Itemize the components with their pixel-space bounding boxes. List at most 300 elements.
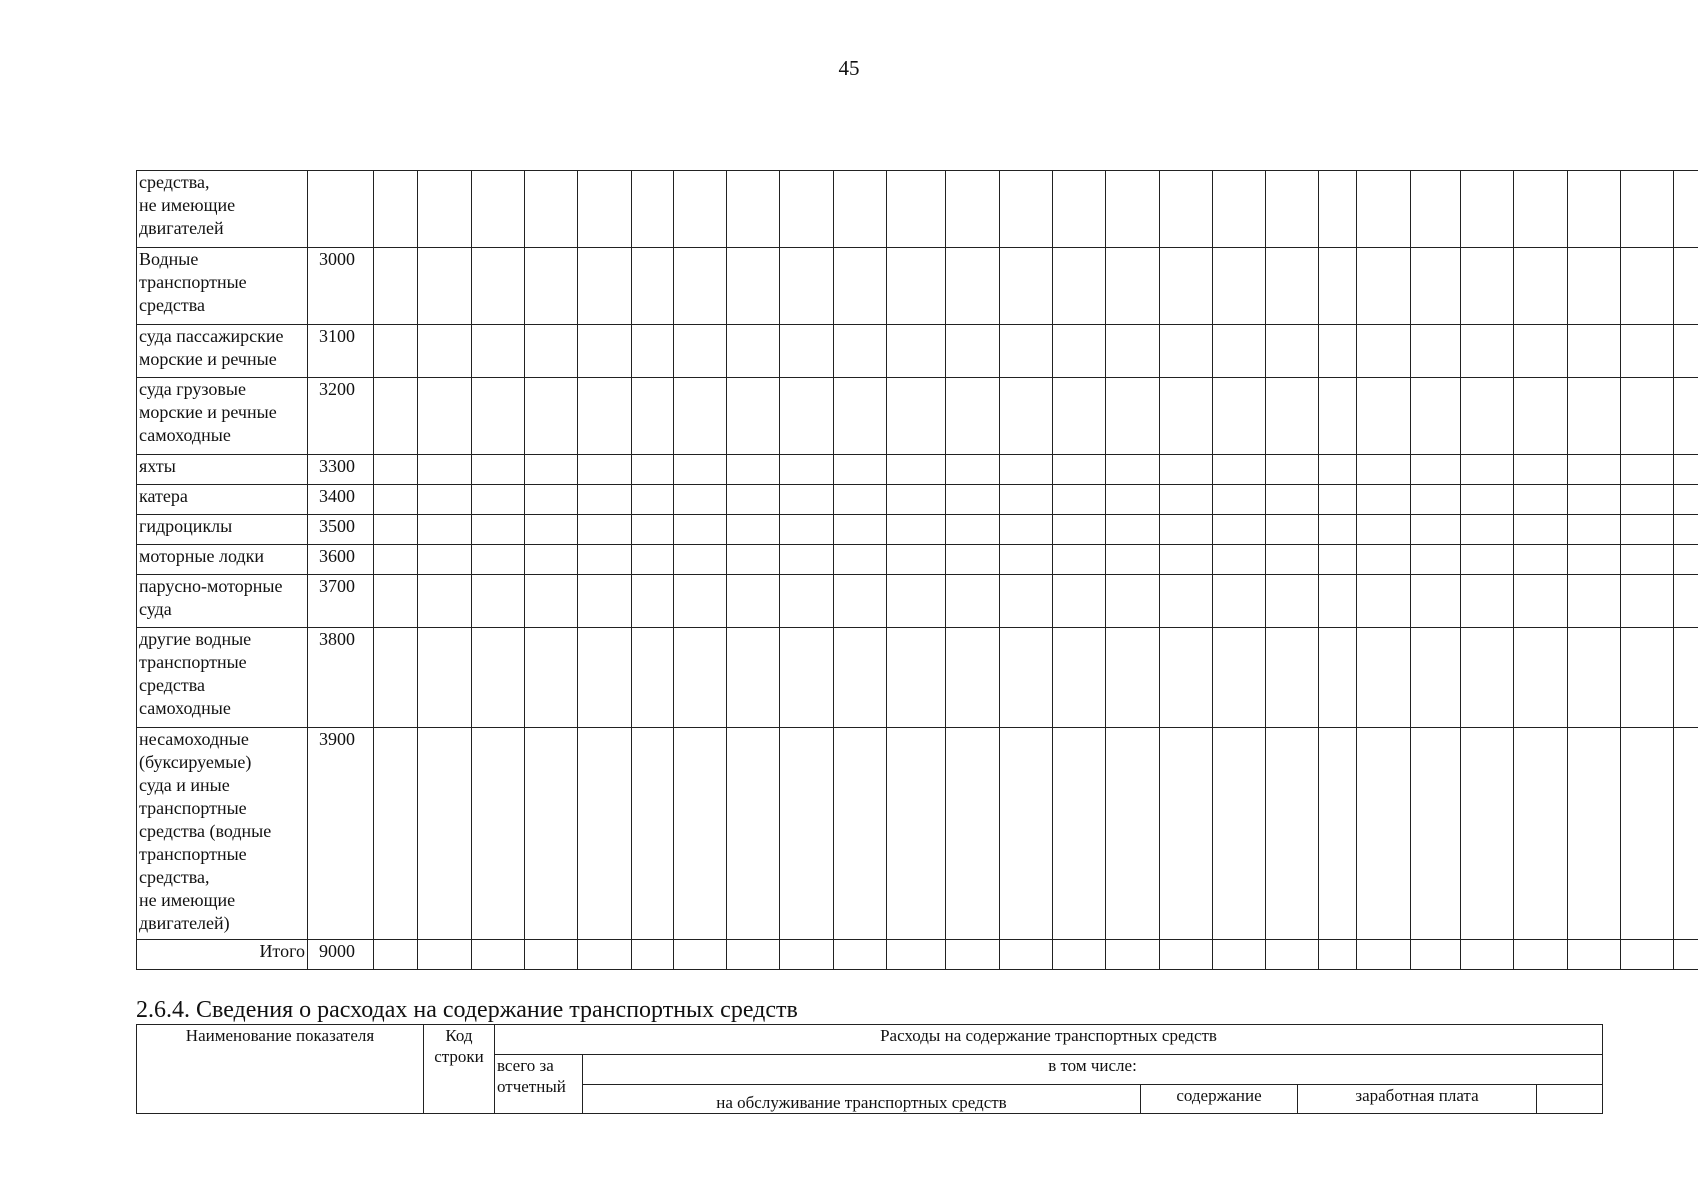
data-cell xyxy=(1000,248,1053,325)
data-cell xyxy=(674,545,727,575)
data-cell xyxy=(632,485,674,515)
data-cell xyxy=(1461,455,1514,485)
data-cell xyxy=(1106,628,1160,728)
data-cell xyxy=(1568,325,1621,378)
row-name: несамоходные (буксируемые) суда и иные транспортные средства (водные транспортные средства, не имеющие двигателей) xyxy=(137,728,308,940)
data-cell xyxy=(1319,515,1357,545)
data-cell xyxy=(1213,940,1266,970)
data-cell xyxy=(1461,575,1514,628)
data-cell xyxy=(674,628,727,728)
expenses-header-code: Код строки xyxy=(424,1025,495,1114)
expenses-header-maintenance: на обслуживание транспортных средств xyxy=(583,1085,1141,1114)
row-code: 3300 xyxy=(308,455,374,485)
data-cell xyxy=(1213,728,1266,940)
data-cell xyxy=(1160,575,1213,628)
data-cell xyxy=(1411,485,1461,515)
data-cell xyxy=(418,325,472,378)
data-cell xyxy=(727,728,780,940)
data-cell xyxy=(374,485,418,515)
row-code: 3000 xyxy=(308,248,374,325)
data-cell xyxy=(525,940,578,970)
data-cell xyxy=(1266,515,1319,545)
data-cell xyxy=(1319,728,1357,940)
expenses-header-salary: заработная плата xyxy=(1298,1085,1537,1114)
row-name: яхты xyxy=(137,455,308,485)
data-cell xyxy=(1461,515,1514,545)
data-cell xyxy=(1357,325,1411,378)
data-cell xyxy=(1568,378,1621,455)
data-cell xyxy=(780,325,834,378)
data-cell xyxy=(578,940,632,970)
data-cell xyxy=(418,248,472,325)
data-cell xyxy=(632,628,674,728)
data-cell xyxy=(946,940,1000,970)
data-cell xyxy=(946,171,1000,248)
data-cell xyxy=(727,325,780,378)
row-code: 3500 xyxy=(308,515,374,545)
data-cell xyxy=(1461,940,1514,970)
data-cell xyxy=(834,455,887,485)
data-cell xyxy=(780,628,834,728)
data-cell xyxy=(674,515,727,545)
data-cell xyxy=(1568,628,1621,728)
data-cell xyxy=(1319,545,1357,575)
data-cell xyxy=(834,628,887,728)
data-cell xyxy=(374,171,418,248)
data-cell xyxy=(1106,575,1160,628)
data-cell xyxy=(674,248,727,325)
data-cell xyxy=(1213,171,1266,248)
data-cell xyxy=(887,378,946,455)
row-code: 3100 xyxy=(308,325,374,378)
data-cell xyxy=(1357,575,1411,628)
data-cell xyxy=(1568,485,1621,515)
data-cell xyxy=(472,545,525,575)
data-cell xyxy=(834,248,887,325)
data-cell xyxy=(578,248,632,325)
data-cell xyxy=(946,248,1000,325)
row-name: Водные транспортные средства xyxy=(137,248,308,325)
data-cell xyxy=(1000,515,1053,545)
data-cell xyxy=(525,171,578,248)
data-cell xyxy=(418,485,472,515)
data-cell xyxy=(887,545,946,575)
data-cell xyxy=(1357,378,1411,455)
table-row xyxy=(137,248,1698,325)
data-cell xyxy=(1266,248,1319,325)
data-cell xyxy=(525,728,578,940)
data-cell xyxy=(1568,545,1621,575)
data-cell xyxy=(1621,485,1674,515)
data-cell xyxy=(1411,248,1461,325)
data-cell xyxy=(1106,325,1160,378)
data-cell xyxy=(472,940,525,970)
data-cell xyxy=(525,545,578,575)
table-row xyxy=(137,485,1698,515)
row-name: парусно-моторные суда xyxy=(137,575,308,628)
data-cell xyxy=(1106,455,1160,485)
data-cell xyxy=(1514,485,1568,515)
data-cell xyxy=(1053,575,1106,628)
row-name: суда пассажирские морские и речные xyxy=(137,325,308,378)
data-cell xyxy=(887,940,946,970)
data-cell xyxy=(525,248,578,325)
data-cell xyxy=(1266,940,1319,970)
data-cell xyxy=(525,378,578,455)
data-cell xyxy=(1568,171,1621,248)
row-code: 3700 xyxy=(308,575,374,628)
data-cell xyxy=(946,515,1000,545)
data-cell xyxy=(578,575,632,628)
data-cell xyxy=(374,378,418,455)
data-cell xyxy=(1514,171,1568,248)
data-cell xyxy=(1568,728,1621,940)
data-cell xyxy=(1411,171,1461,248)
data-cell xyxy=(472,248,525,325)
data-cell xyxy=(727,545,780,575)
data-cell xyxy=(1514,728,1568,940)
data-cell xyxy=(887,325,946,378)
row-name: средства, не имеющие двигателей xyxy=(137,171,308,248)
data-cell xyxy=(1411,545,1461,575)
data-cell xyxy=(1514,575,1568,628)
data-cell xyxy=(780,455,834,485)
data-cell xyxy=(418,545,472,575)
data-cell xyxy=(374,728,418,940)
data-cell xyxy=(1357,515,1411,545)
row-name: гидроциклы xyxy=(137,515,308,545)
table-row xyxy=(137,575,1698,628)
data-cell xyxy=(780,248,834,325)
data-cell xyxy=(1053,455,1106,485)
data-cell xyxy=(1213,515,1266,545)
data-cell xyxy=(472,171,525,248)
data-cell xyxy=(1000,325,1053,378)
data-cell xyxy=(946,628,1000,728)
data-cell xyxy=(632,325,674,378)
data-cell xyxy=(1053,248,1106,325)
data-cell xyxy=(374,575,418,628)
data-cell xyxy=(1411,378,1461,455)
data-cell xyxy=(1461,378,1514,455)
data-cell xyxy=(374,545,418,575)
row-name: другие водные транспортные средства самоходные xyxy=(137,628,308,728)
data-cell xyxy=(1319,171,1357,248)
data-cell xyxy=(727,575,780,628)
data-cell xyxy=(1053,325,1106,378)
data-cell xyxy=(418,728,472,940)
data-cell xyxy=(1411,455,1461,485)
data-cell xyxy=(1621,515,1674,545)
data-cell xyxy=(780,545,834,575)
data-cell xyxy=(887,248,946,325)
data-cell xyxy=(1674,325,1698,378)
row-code: 9000 xyxy=(308,940,374,970)
data-cell xyxy=(1674,545,1698,575)
data-cell xyxy=(727,378,780,455)
data-cell xyxy=(1461,485,1514,515)
data-cell xyxy=(1160,545,1213,575)
data-cell xyxy=(1106,940,1160,970)
table-row xyxy=(137,325,1698,378)
data-cell xyxy=(1000,378,1053,455)
data-cell xyxy=(1053,171,1106,248)
data-cell xyxy=(418,171,472,248)
data-cell xyxy=(834,545,887,575)
data-cell xyxy=(674,171,727,248)
data-cell xyxy=(1266,728,1319,940)
data-cell xyxy=(374,515,418,545)
data-cell xyxy=(1357,628,1411,728)
data-cell xyxy=(525,575,578,628)
data-cell xyxy=(1319,325,1357,378)
row-name: суда грузовые морские и речные самоходные xyxy=(137,378,308,455)
data-cell xyxy=(1461,248,1514,325)
data-cell xyxy=(418,455,472,485)
data-cell xyxy=(418,940,472,970)
data-cell xyxy=(418,628,472,728)
data-cell xyxy=(1160,940,1213,970)
data-cell xyxy=(472,485,525,515)
data-cell xyxy=(674,940,727,970)
data-cell xyxy=(1411,325,1461,378)
data-cell xyxy=(1674,628,1698,728)
data-cell xyxy=(1213,248,1266,325)
row-code: 3400 xyxy=(308,485,374,515)
data-cell xyxy=(946,455,1000,485)
page-number: 45 xyxy=(838,56,860,80)
data-cell xyxy=(887,515,946,545)
data-cell xyxy=(374,248,418,325)
data-cell xyxy=(1674,575,1698,628)
data-cell xyxy=(780,171,834,248)
data-cell xyxy=(946,728,1000,940)
data-cell xyxy=(632,515,674,545)
data-cell xyxy=(632,728,674,940)
expenses-table xyxy=(136,1024,1603,1114)
data-cell xyxy=(1621,378,1674,455)
data-cell xyxy=(1357,728,1411,940)
data-cell xyxy=(1514,940,1568,970)
data-cell xyxy=(418,378,472,455)
data-cell xyxy=(1160,378,1213,455)
data-cell xyxy=(887,455,946,485)
data-cell xyxy=(1357,248,1411,325)
data-cell xyxy=(1160,455,1213,485)
data-cell xyxy=(1319,248,1357,325)
data-cell xyxy=(1319,485,1357,515)
data-cell xyxy=(1514,515,1568,545)
data-cell xyxy=(1674,728,1698,940)
data-cell xyxy=(780,515,834,545)
section-title: 2.6.4. Сведения о расходах на содержание транспортных средств xyxy=(136,997,798,1023)
data-cell xyxy=(1053,515,1106,545)
data-cell xyxy=(1213,628,1266,728)
data-cell xyxy=(946,575,1000,628)
data-cell xyxy=(632,378,674,455)
data-cell xyxy=(1621,575,1674,628)
data-cell xyxy=(674,728,727,940)
data-cell xyxy=(1357,455,1411,485)
data-cell xyxy=(727,940,780,970)
data-cell xyxy=(1266,171,1319,248)
data-cell xyxy=(780,378,834,455)
data-cell xyxy=(1160,485,1213,515)
data-cell xyxy=(1000,485,1053,515)
data-cell xyxy=(525,485,578,515)
data-cell xyxy=(727,455,780,485)
data-cell xyxy=(1266,378,1319,455)
data-cell xyxy=(632,940,674,970)
data-cell xyxy=(632,545,674,575)
data-cell xyxy=(1674,455,1698,485)
data-cell xyxy=(1461,325,1514,378)
data-cell xyxy=(1213,325,1266,378)
data-cell xyxy=(1514,325,1568,378)
row-code xyxy=(308,171,374,248)
data-cell xyxy=(578,628,632,728)
data-cell xyxy=(632,171,674,248)
data-cell xyxy=(1000,455,1053,485)
data-cell xyxy=(374,455,418,485)
data-cell xyxy=(578,728,632,940)
data-cell xyxy=(887,171,946,248)
data-cell xyxy=(1000,171,1053,248)
data-cell xyxy=(632,248,674,325)
data-cell xyxy=(1106,485,1160,515)
data-cell xyxy=(674,455,727,485)
data-cell xyxy=(1674,940,1698,970)
data-cell xyxy=(1266,545,1319,575)
data-cell xyxy=(1514,628,1568,728)
data-cell xyxy=(525,515,578,545)
data-cell xyxy=(1000,575,1053,628)
table-row xyxy=(137,171,1698,248)
data-cell xyxy=(472,575,525,628)
data-cell xyxy=(946,485,1000,515)
data-cell xyxy=(1357,485,1411,515)
data-cell xyxy=(472,378,525,455)
data-cell xyxy=(1266,575,1319,628)
data-cell xyxy=(578,171,632,248)
data-cell xyxy=(1106,728,1160,940)
data-cell xyxy=(1213,575,1266,628)
data-cell xyxy=(1568,940,1621,970)
data-cell xyxy=(1106,545,1160,575)
data-cell xyxy=(946,378,1000,455)
data-cell xyxy=(1106,378,1160,455)
data-cell xyxy=(834,485,887,515)
table-row xyxy=(137,940,1698,970)
data-cell xyxy=(1266,628,1319,728)
data-cell xyxy=(834,378,887,455)
data-cell xyxy=(1106,171,1160,248)
data-cell xyxy=(1053,628,1106,728)
data-cell xyxy=(1568,575,1621,628)
data-cell xyxy=(780,728,834,940)
data-cell xyxy=(674,378,727,455)
data-cell xyxy=(1621,248,1674,325)
data-cell xyxy=(472,455,525,485)
data-cell xyxy=(674,325,727,378)
data-cell xyxy=(1674,515,1698,545)
data-cell xyxy=(1461,545,1514,575)
data-cell xyxy=(578,545,632,575)
data-cell xyxy=(374,325,418,378)
data-cell xyxy=(1514,545,1568,575)
data-cell xyxy=(1674,378,1698,455)
data-cell xyxy=(1319,628,1357,728)
expenses-header-name: Наименование показателя xyxy=(137,1025,424,1114)
data-cell xyxy=(1357,171,1411,248)
data-cell xyxy=(1000,545,1053,575)
data-cell xyxy=(1000,728,1053,940)
data-cell xyxy=(834,728,887,940)
data-cell xyxy=(472,728,525,940)
data-cell xyxy=(1411,515,1461,545)
data-cell xyxy=(578,485,632,515)
table-row xyxy=(137,378,1698,455)
data-cell xyxy=(887,628,946,728)
data-cell xyxy=(674,575,727,628)
data-cell xyxy=(887,728,946,940)
data-cell xyxy=(1319,378,1357,455)
data-cell xyxy=(834,515,887,545)
data-cell xyxy=(780,575,834,628)
row-code: 3600 xyxy=(308,545,374,575)
data-cell xyxy=(1568,515,1621,545)
data-cell xyxy=(1411,628,1461,728)
data-cell xyxy=(1106,248,1160,325)
data-cell xyxy=(1411,940,1461,970)
data-cell xyxy=(1621,455,1674,485)
data-cell xyxy=(1621,545,1674,575)
data-cell xyxy=(1160,325,1213,378)
data-cell xyxy=(1319,575,1357,628)
data-cell xyxy=(1053,545,1106,575)
data-cell xyxy=(1160,248,1213,325)
data-cell xyxy=(1160,515,1213,545)
data-cell xyxy=(632,575,674,628)
data-cell xyxy=(1621,171,1674,248)
data-cell xyxy=(1053,728,1106,940)
data-cell xyxy=(1514,378,1568,455)
data-cell xyxy=(1357,940,1411,970)
data-cell xyxy=(1461,171,1514,248)
data-cell xyxy=(525,628,578,728)
table-row xyxy=(137,628,1698,728)
row-code: 3200 xyxy=(308,378,374,455)
data-cell xyxy=(1674,171,1698,248)
data-cell xyxy=(1266,485,1319,515)
table-row xyxy=(137,455,1698,485)
row-name: моторные лодки xyxy=(137,545,308,575)
data-cell xyxy=(674,485,727,515)
data-cell xyxy=(374,940,418,970)
data-cell xyxy=(1160,728,1213,940)
data-cell xyxy=(1266,325,1319,378)
data-cell xyxy=(946,325,1000,378)
expenses-header-total: всего за отчетный xyxy=(495,1055,583,1114)
data-cell xyxy=(1674,485,1698,515)
data-cell xyxy=(1674,248,1698,325)
table-row xyxy=(137,545,1698,575)
data-cell xyxy=(1514,455,1568,485)
data-cell xyxy=(1160,628,1213,728)
data-cell xyxy=(1319,940,1357,970)
data-cell xyxy=(727,485,780,515)
data-cell xyxy=(1000,940,1053,970)
